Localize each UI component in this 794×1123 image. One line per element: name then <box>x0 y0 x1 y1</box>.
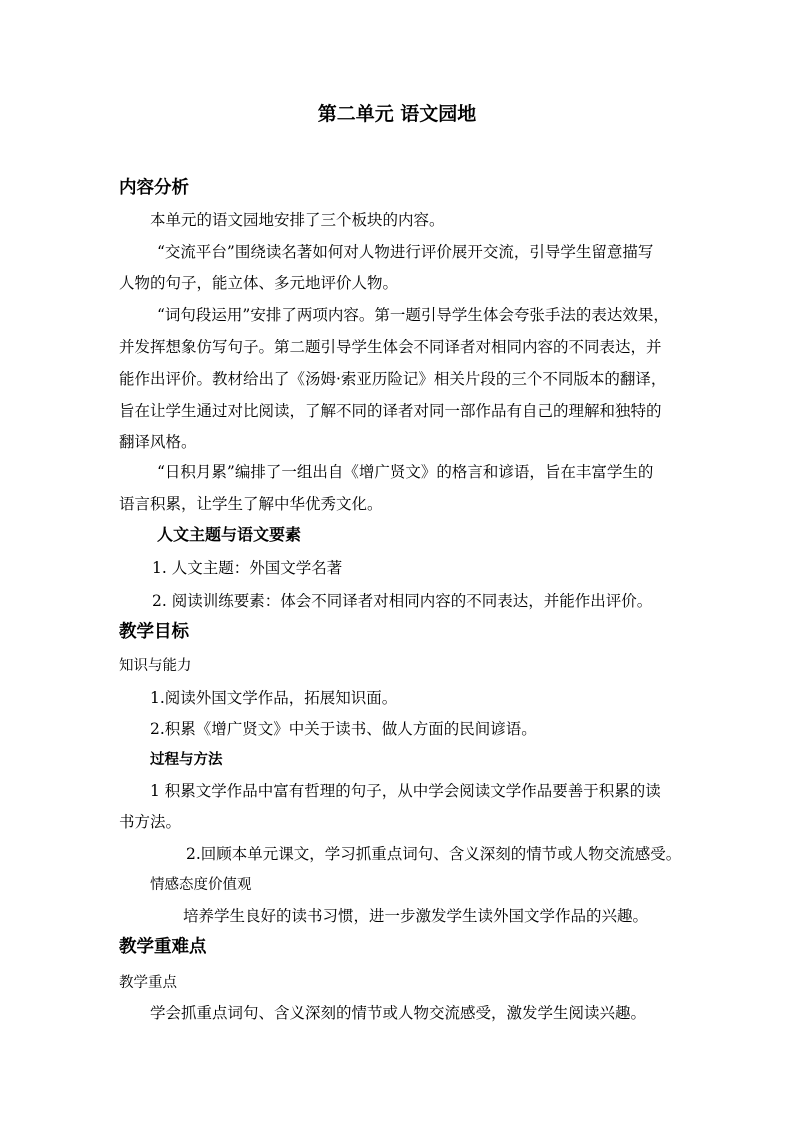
section-heading-theme: 人文主题与语文要素 <box>157 525 302 544</box>
section-heading-content-analysis: 内容分析 <box>119 178 189 198</box>
theme-item: 1. 人文主题：外国文学名著 <box>152 559 343 577</box>
knowledge-item: 1.阅读外国文学作品，拓展知识面。 <box>150 689 398 707</box>
subheading-knowledge: 知识与能力 <box>119 658 192 674</box>
paragraph-exchange-line: “交流平台”围绕读名著如何对人物进行评价展开交流，引导学生留意描写 <box>157 243 654 261</box>
page-title: 第二单元 语文园地 <box>317 103 477 125</box>
paragraph-words-line: 能作出评价。教材给出了《汤姆·索亚历险记》相关片段的三个不同版本的翻译， <box>119 370 667 388</box>
paragraph-intro: 本单元的语文园地安排了三个板块的内容。 <box>150 211 445 229</box>
paragraph-daily-line: “日积月累”编排了一组出自《增广贤文》的格言和谚语，旨在丰富学生的 <box>157 463 654 481</box>
paragraph-words-line: 并发挥想象仿写句子。第二题引导学生体会不同译者对相同内容的不同表达，并 <box>119 338 662 356</box>
section-heading-objectives: 教学目标 <box>119 622 189 642</box>
focus-item: 学会抓重点词句、含义深刻的情节或人物交流感受，激发学生阅读兴趣。 <box>150 1004 647 1022</box>
subheading-process: 过程与方法 <box>150 752 223 768</box>
process-item-line: 1 积累文学作品中富有哲理的句子，从中学会阅读文学作品要善于积累的读 <box>150 782 661 800</box>
section-heading-key-points: 教学重难点 <box>119 937 207 957</box>
paragraph-words-line: 翻译风格。 <box>119 433 197 451</box>
subheading-focus: 教学重点 <box>119 975 177 991</box>
paragraph-exchange-line: 人物的句子，能立体、多元地评价人物。 <box>119 274 399 292</box>
theme-item: 2. 阅读训练要素：体会不同译者对相同内容的不同表达，并能作出评价。 <box>152 592 653 610</box>
subheading-emotion: 情感态度价值观 <box>150 877 252 893</box>
paragraph-daily-line: 语言积累，让学生了解中华优秀文化。 <box>119 495 383 513</box>
process-item-line: 书方法。 <box>119 813 182 831</box>
paragraph-words-line: 旨在让学生通过对比阅读，了解不同的译者对同一部作品有自己的理解和独特的 <box>119 402 662 420</box>
process-item: 2.回顾本单元课文，学习抓重点词句、含义深刻的情节或人物交流感受。 <box>186 845 682 863</box>
emotion-item: 培养学生良好的读书习惯，进一步激发学生读外国文学作品的兴趣。 <box>183 907 649 925</box>
knowledge-item: 2.积累《增广贤文》中关于读书、做人方面的民间谚语。 <box>150 720 537 738</box>
paragraph-words-line: “词句段运用”安排了两项内容。第一题引导学生体会夸张手法的表达效果， <box>157 306 669 324</box>
